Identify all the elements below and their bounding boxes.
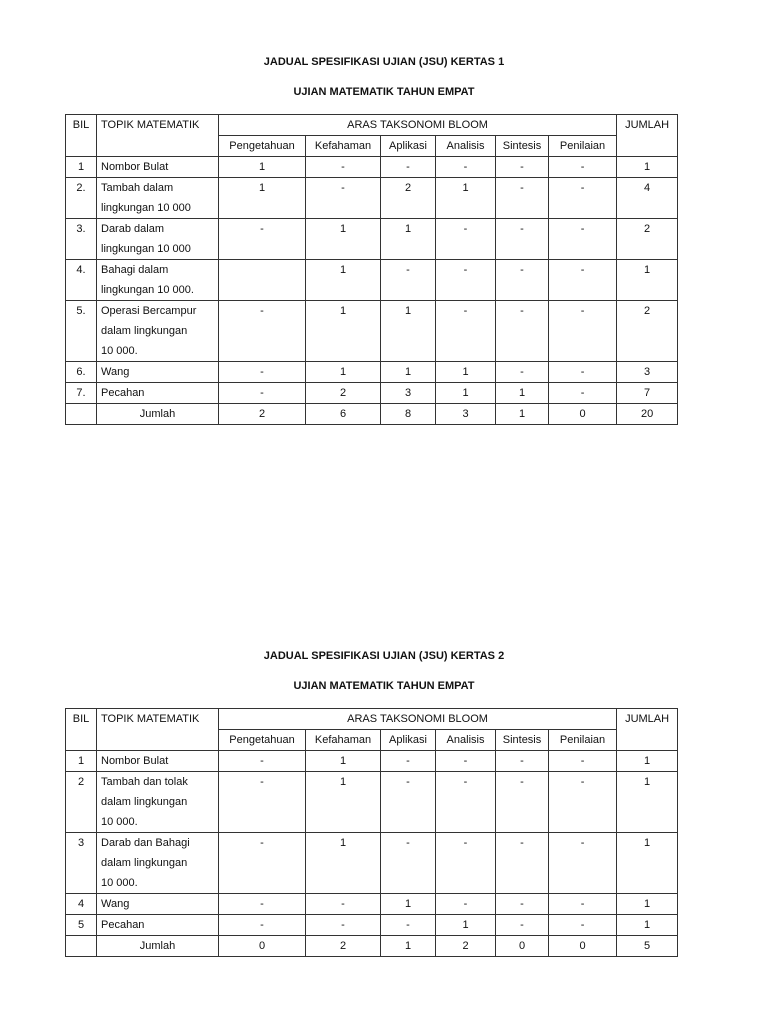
row-topic bbox=[97, 157, 219, 178]
topic-line: 10 000. bbox=[101, 877, 138, 889]
row-value bbox=[219, 260, 306, 301]
row-value: - bbox=[549, 833, 617, 894]
row-value: - bbox=[436, 260, 496, 301]
row-total: 3 bbox=[617, 362, 678, 383]
topic-line: 10 000. bbox=[101, 816, 138, 828]
table-row bbox=[66, 383, 678, 404]
header-level: Analisis bbox=[436, 730, 496, 751]
row-topic bbox=[97, 219, 219, 260]
topic-line: Wang bbox=[101, 898, 130, 910]
table-row bbox=[66, 362, 678, 383]
sum-value: 0 bbox=[549, 404, 617, 425]
header-bil: BIL bbox=[66, 115, 97, 157]
row-topic bbox=[97, 772, 219, 833]
row-value: 1 bbox=[436, 178, 496, 219]
row-value: - bbox=[381, 751, 436, 772]
row-topic bbox=[97, 894, 219, 915]
row-total: 1 bbox=[617, 833, 678, 894]
row-number: 7. bbox=[66, 383, 97, 404]
row-value: - bbox=[549, 260, 617, 301]
sum-value: 2 bbox=[306, 936, 381, 957]
sum-row bbox=[66, 936, 678, 957]
paper1-title: JADUAL SPESIFIKASI UJIAN (JSU) KERTAS 1 bbox=[263, 56, 505, 68]
row-value: - bbox=[496, 301, 549, 362]
row-value: - bbox=[436, 751, 496, 772]
topic-line: Nombor Bulat bbox=[101, 161, 169, 173]
row-value: 1 bbox=[219, 178, 306, 219]
header-total: JUMLAH bbox=[617, 115, 678, 157]
row-value: - bbox=[496, 178, 549, 219]
row-value: 1 bbox=[306, 219, 381, 260]
row-value: 2 bbox=[381, 178, 436, 219]
row-value: - bbox=[381, 260, 436, 301]
row-value: - bbox=[549, 383, 617, 404]
row-value: - bbox=[496, 894, 549, 915]
topic-line: dalam lingkungan bbox=[101, 857, 188, 869]
row-value: - bbox=[496, 260, 549, 301]
row-number: 3 bbox=[66, 833, 97, 894]
topic-line: Pecahan bbox=[101, 919, 145, 931]
paper1-table bbox=[65, 114, 678, 425]
row-total: 1 bbox=[617, 157, 678, 178]
row-value: - bbox=[219, 301, 306, 362]
row-value: - bbox=[549, 894, 617, 915]
row-total: 1 bbox=[617, 894, 678, 915]
row-value: - bbox=[381, 772, 436, 833]
row-value: - bbox=[381, 833, 436, 894]
row-value: 1 bbox=[381, 301, 436, 362]
row-value: 1 bbox=[496, 383, 549, 404]
topic-line: Bahagi dalam bbox=[101, 264, 169, 276]
topic-line: dalam lingkungan bbox=[101, 325, 188, 337]
row-value: - bbox=[496, 157, 549, 178]
header-level: Aplikasi bbox=[381, 136, 436, 157]
row-number: 5. bbox=[66, 301, 97, 362]
row-value: - bbox=[219, 833, 306, 894]
row-topic bbox=[97, 383, 219, 404]
header-level: Pengetahuan bbox=[219, 136, 306, 157]
row-value: - bbox=[496, 915, 549, 936]
row-total: 1 bbox=[617, 915, 678, 936]
row-value: - bbox=[306, 915, 381, 936]
row-value: 1 bbox=[436, 383, 496, 404]
sum-total: 5 bbox=[617, 936, 678, 957]
table-row bbox=[66, 915, 678, 936]
sum-label: Jumlah bbox=[97, 404, 219, 425]
sum-value: 8 bbox=[381, 404, 436, 425]
table-row bbox=[66, 301, 678, 362]
header-level: Pengetahuan bbox=[219, 730, 306, 751]
topic-line: Tambah dalam bbox=[101, 182, 174, 194]
row-topic bbox=[97, 260, 219, 301]
row-value: - bbox=[496, 219, 549, 260]
header-level: Penilaian bbox=[549, 136, 617, 157]
row-value: - bbox=[549, 915, 617, 936]
paper2-table bbox=[65, 708, 678, 957]
sum-value: 0 bbox=[496, 936, 549, 957]
row-total: 1 bbox=[617, 260, 678, 301]
row-total: 2 bbox=[617, 301, 678, 362]
paper1-body bbox=[66, 157, 678, 425]
header-topic: TOPIK MATEMATIK bbox=[97, 115, 219, 157]
row-total: 4 bbox=[617, 178, 678, 219]
sum-value: 1 bbox=[381, 936, 436, 957]
row-value: - bbox=[436, 894, 496, 915]
paper2-subtitle: UJIAN MATEMATIK TAHUN EMPAT bbox=[293, 680, 475, 692]
row-value: - bbox=[436, 157, 496, 178]
row-value: - bbox=[496, 772, 549, 833]
row-value: - bbox=[549, 772, 617, 833]
paper2-title: JADUAL SPESIFIKASI UJIAN (JSU) KERTAS 2 bbox=[263, 650, 505, 662]
row-number: 2. bbox=[66, 178, 97, 219]
row-value: - bbox=[496, 362, 549, 383]
row-value: - bbox=[306, 894, 381, 915]
header-taxonomy: ARAS TAKSONOMI BLOOM bbox=[219, 115, 617, 136]
topic-line: lingkungan 10 000 bbox=[101, 243, 191, 255]
row-value: - bbox=[436, 301, 496, 362]
row-topic bbox=[97, 301, 219, 362]
topic-line: Pecahan bbox=[101, 387, 145, 399]
row-value: 1 bbox=[306, 751, 381, 772]
row-topic bbox=[97, 362, 219, 383]
header-level: Kefahaman bbox=[306, 730, 381, 751]
row-total: 1 bbox=[617, 751, 678, 772]
row-value: - bbox=[381, 915, 436, 936]
header-level: Sintesis bbox=[496, 730, 549, 751]
row-value: 1 bbox=[436, 915, 496, 936]
sum-value: 0 bbox=[219, 936, 306, 957]
row-value: 1 bbox=[381, 219, 436, 260]
sum-row bbox=[66, 404, 678, 425]
sum-value: 1 bbox=[496, 404, 549, 425]
row-value: - bbox=[219, 772, 306, 833]
table-row bbox=[66, 833, 678, 894]
row-value: 1 bbox=[306, 260, 381, 301]
row-value: - bbox=[496, 751, 549, 772]
row-value: - bbox=[306, 157, 381, 178]
topic-line: lingkungan 10 000 bbox=[101, 202, 191, 214]
topic-line: Wang bbox=[101, 366, 130, 378]
row-value: 1 bbox=[436, 362, 496, 383]
row-value: 3 bbox=[381, 383, 436, 404]
row-topic bbox=[97, 751, 219, 772]
row-value: - bbox=[219, 362, 306, 383]
row-value: - bbox=[219, 894, 306, 915]
sum-value: 2 bbox=[219, 404, 306, 425]
header-level: Penilaian bbox=[549, 730, 617, 751]
row-value: - bbox=[549, 178, 617, 219]
row-number: 1 bbox=[66, 157, 97, 178]
topic-line: Operasi Bercampur bbox=[101, 305, 197, 317]
row-topic bbox=[97, 178, 219, 219]
row-value: - bbox=[549, 751, 617, 772]
row-number: 5 bbox=[66, 915, 97, 936]
paper2-body bbox=[66, 751, 678, 957]
header-taxonomy: ARAS TAKSONOMI BLOOM bbox=[219, 709, 617, 730]
table-row bbox=[66, 178, 678, 219]
row-value: - bbox=[219, 383, 306, 404]
row-value: - bbox=[219, 751, 306, 772]
row-number: 4 bbox=[66, 894, 97, 915]
row-number: 6. bbox=[66, 362, 97, 383]
topic-line: 10 000. bbox=[101, 345, 138, 357]
row-total: 7 bbox=[617, 383, 678, 404]
header-topic: TOPIK MATEMATIK bbox=[97, 709, 219, 751]
row-value: 2 bbox=[306, 383, 381, 404]
row-number: 1 bbox=[66, 751, 97, 772]
header-bil: BIL bbox=[66, 709, 97, 751]
row-total: 1 bbox=[617, 772, 678, 833]
row-value: - bbox=[219, 219, 306, 260]
row-number: 4. bbox=[66, 260, 97, 301]
header-level: Sintesis bbox=[496, 136, 549, 157]
header-total: JUMLAH bbox=[617, 709, 678, 751]
row-total: 2 bbox=[617, 219, 678, 260]
header-level: Aplikasi bbox=[381, 730, 436, 751]
paper1-subtitle: UJIAN MATEMATIK TAHUN EMPAT bbox=[293, 86, 475, 98]
row-value: 1 bbox=[306, 362, 381, 383]
sum-value: 3 bbox=[436, 404, 496, 425]
row-value: - bbox=[219, 915, 306, 936]
row-value: - bbox=[496, 833, 549, 894]
row-number: 3. bbox=[66, 219, 97, 260]
topic-line: dalam lingkungan bbox=[101, 796, 188, 808]
sum-empty-cell bbox=[66, 936, 97, 957]
topic-line: Nombor Bulat bbox=[101, 755, 169, 767]
row-topic bbox=[97, 833, 219, 894]
sum-total: 20 bbox=[617, 404, 678, 425]
row-value: - bbox=[306, 178, 381, 219]
row-number: 2 bbox=[66, 772, 97, 833]
row-value: - bbox=[436, 833, 496, 894]
row-value: - bbox=[436, 772, 496, 833]
sum-value: 0 bbox=[549, 936, 617, 957]
row-value: 1 bbox=[381, 894, 436, 915]
row-value: - bbox=[549, 301, 617, 362]
row-value: - bbox=[549, 219, 617, 260]
row-value: 1 bbox=[219, 157, 306, 178]
row-value: 1 bbox=[381, 362, 436, 383]
table-row bbox=[66, 751, 678, 772]
row-value: - bbox=[549, 362, 617, 383]
topic-line: Darab dalam bbox=[101, 223, 164, 235]
header-level: Analisis bbox=[436, 136, 496, 157]
sum-label: Jumlah bbox=[97, 936, 219, 957]
row-value: - bbox=[549, 157, 617, 178]
table-row bbox=[66, 157, 678, 178]
row-topic bbox=[97, 915, 219, 936]
table-row bbox=[66, 260, 678, 301]
row-value: 1 bbox=[306, 833, 381, 894]
row-value: - bbox=[381, 157, 436, 178]
table-row bbox=[66, 772, 678, 833]
sum-value: 2 bbox=[436, 936, 496, 957]
sum-value: 6 bbox=[306, 404, 381, 425]
header-level: Kefahaman bbox=[306, 136, 381, 157]
row-value: 1 bbox=[306, 301, 381, 362]
topic-line: Tambah dan tolak bbox=[101, 776, 188, 788]
sum-empty-cell bbox=[66, 404, 97, 425]
table-row bbox=[66, 894, 678, 915]
topic-line: Darab dan Bahagi bbox=[101, 837, 190, 849]
row-value: 1 bbox=[306, 772, 381, 833]
row-value: - bbox=[436, 219, 496, 260]
topic-line: lingkungan 10 000. bbox=[101, 284, 194, 296]
table-row bbox=[66, 219, 678, 260]
